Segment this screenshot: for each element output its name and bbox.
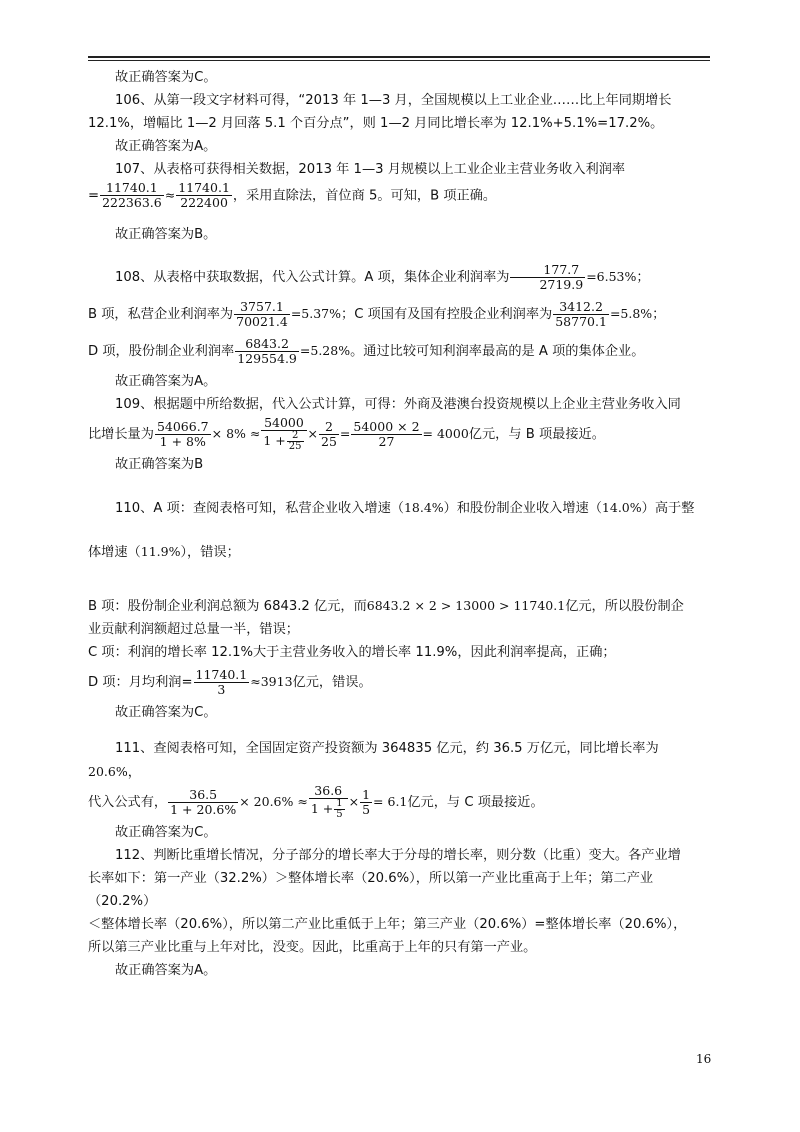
answer-106: 故正确答案为A。 bbox=[115, 139, 217, 154]
q110-line5: C 项：利润的增长率 12.1%大于主营业务收入的增长率 11.9%，因此利润率提高，正确； bbox=[88, 645, 616, 660]
answer-112: 故正确答案为A。 bbox=[115, 963, 217, 978]
q109-line1: 109、根据题中所给数据，代入公式计算，可得：外商及港澳台投资规模以上企业主营业务收入同 bbox=[115, 397, 681, 412]
q107-line2: = $\frac{11740.1}{222363.6}$ ≈ $\frac{11740.1}{222400}$ ，采用直除法，首位商 5。可知，B 项正确。 bbox=[88, 180, 497, 210]
answer-108: 故正确答案为A。 bbox=[115, 374, 217, 389]
document-body bbox=[88, 62, 710, 982]
q109-line2: 比增长量为 $\frac{54066.7}{1 + 8\%}$ × 8% ≈ 54000 1 + $\frac{2}{25}$ × $\frac{2}{25}$ = $\frac{54000 \times 2}{27}$ = 4000亿元，与 B 项最接近。 bbox=[88, 415, 605, 452]
fraction: $\frac{3757.1}{70021.4}$ bbox=[236, 298, 288, 329]
page-number: 16 bbox=[696, 1052, 712, 1066]
q106-line1: 106、从第一段文字材料可得，“2013 年 1—3 月，全国规模以上工业企业……比上年同期增长 bbox=[115, 93, 672, 108]
fraction: $\frac{2}{25}$ bbox=[321, 418, 337, 449]
answer-110: 故正确答案为C。 bbox=[115, 705, 217, 720]
fraction: $\frac{54066.7}{1 + 8\%}$ bbox=[156, 418, 209, 449]
header-rule-thick bbox=[88, 56, 710, 58]
q110-line6: D 项：月均利润= $\frac{11740.1}{3}$ ≈3913亿元，错误。 bbox=[88, 666, 372, 697]
q108-line-a: 108、从表格中获取数据，代入公式计算。A 项，集体企业利润率为 $\frac{177.7}{2719.9}$ =6.53%； bbox=[115, 261, 650, 292]
q106-line2: 12.1%，增幅比 1—2 月回落 5.1 个百分点”，则 1—2 月同比增长率为 12.1%+5.1%=17.2%。 bbox=[88, 116, 664, 131]
q112-line4: 所以第三产业比重与上年对比，没变。因此，比重高于上年的只有第一产业。 bbox=[88, 940, 537, 955]
q111-line2: 代入公式有， $\frac{36.5}{1 + 20.6\%}$ × 20.6% ≈ 36.6 1 + $\frac{1}{5}$ × $\frac{1}{5}$ = 6.1亿元，与 C 项最接近。 bbox=[88, 783, 544, 820]
q111-line1: 111、查阅表格可知，全国固定资产投资额为 364835 亿元，约 36.5 万亿元，同比增长率为20.6%， bbox=[88, 741, 659, 780]
fraction: $\frac{11740.1}{222400}$ bbox=[178, 180, 230, 210]
fraction: $\frac{3412.2}{58770.1}$ bbox=[555, 298, 607, 329]
q108-line-bc: B 项，私营企业利润率为 $\frac{3757.1}{70021.4}$ =5.37%；C 项国有及国有控股企业利润率为 $\frac{3412.2}{58770.1}$ =5.8%； bbox=[88, 298, 666, 329]
q112-line2: 长率如下：第一产业（32.2%）＞整体增长率（20.6%），所以第一产业比重高于上年；第二产业（20.2%） bbox=[88, 871, 654, 909]
q112-line3: ＜整体增长率（20.6%），所以第二产业比重低于上年；第三产业（20.6%）=整体增长率（20.6%）， bbox=[88, 917, 687, 932]
answer-107: 故正确答案为B。 bbox=[115, 227, 217, 242]
fraction: 36.6 1 + $\frac{1}{5}$ bbox=[309, 784, 348, 820]
fraction: $\frac{1}{5}$ bbox=[362, 786, 371, 817]
fraction: $\frac{11740.1}{3}$ bbox=[195, 666, 248, 697]
answer-109: 故正确答案为B bbox=[115, 457, 204, 472]
q112-line1: 112、判断比重增长情况，分子部分的增长率大于分母的增长率，则分数（比重）变大。各产业增 bbox=[115, 848, 681, 863]
fraction-small: $\frac{2}{25}$ bbox=[288, 430, 302, 452]
q110-line2: 体增速（11.9%），错误； bbox=[88, 544, 240, 560]
fraction: $\frac{11740.1}{222363.6}$ bbox=[102, 180, 162, 210]
fraction: $\frac{54000 \times 2}{27}$ bbox=[353, 418, 420, 449]
header-rule-thin bbox=[88, 60, 710, 61]
q110-line3: B 项：股份制企业利润总额为 6843.2 亿元，而6843.2 × 2 > 13000 > 11740.1亿元，所以股份制企 bbox=[88, 598, 684, 614]
fraction: $\frac{177.7}{2719.9}$ bbox=[510, 263, 585, 292]
fraction-small: $\frac{1}{5}$ bbox=[336, 798, 343, 820]
q110-line4: 业贡献利润额超过总量一半，错误； bbox=[88, 622, 299, 637]
q108-line-d: D 项，股份制企业利润率 $\frac{6843.2}{129554.9}$ =5.28%。通过比较可知利润率最高的是 A 项的集体企业。 bbox=[88, 335, 645, 366]
answer-111: 故正确答案为C。 bbox=[115, 825, 217, 840]
fraction: 54000 1 + $\frac{2}{25}$ bbox=[261, 416, 306, 452]
q107-line1: 107、从表格可获得相关数据，2013 年 1—3 月规模以上工业企业主营业务收入利润率 bbox=[115, 162, 626, 177]
answer-line: 故正确答案为C。 bbox=[115, 70, 217, 85]
q110-line1: 110、A 项：查阅表格可知，私营企业收入增速（18.4%）和股份制企业收入增速（14.0%）高于整 bbox=[115, 500, 695, 516]
fraction: $\frac{36.5}{1 + 20.6\%}$ bbox=[170, 786, 237, 817]
fraction: $\frac{6843.2}{129554.9}$ bbox=[237, 335, 297, 366]
